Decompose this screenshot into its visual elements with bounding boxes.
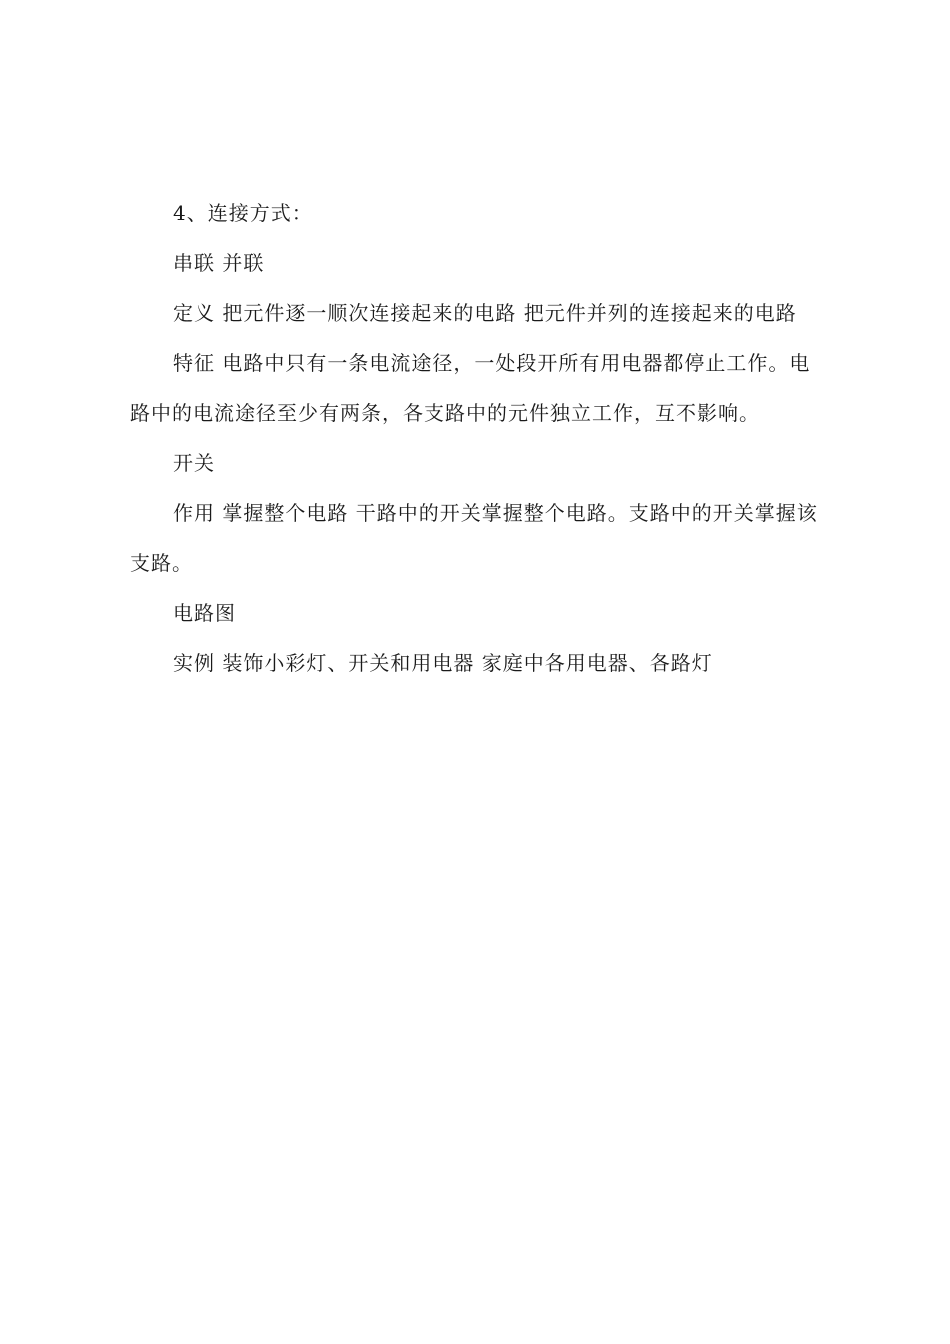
function-row: 作用 掌握整个电路 干路中的开关掌握整个电路。支路中的开关掌握该支路。	[130, 501, 818, 575]
connection-heading: 4、连接方式：	[173, 201, 313, 225]
document-body	[130, 188, 830, 688]
example-row: 实例 装饰小彩灯、开关和用电器 家庭中各用电器、各路灯	[173, 651, 713, 675]
feature-row: 特征 电路中只有一条电流途径，一处段开所有用电器都停止工作。电路中的电流途径至少有两条，各支路中的元件独立工作，互不影响。	[130, 351, 811, 425]
switch-heading: 开关	[173, 451, 215, 475]
series-parallel-header: 串联 并联	[173, 251, 265, 275]
definition-row: 定义 把元件逐一顺次连接起来的电路 把元件并列的连接起来的电路	[173, 301, 797, 325]
circuit-diagram-heading: 电路图	[173, 601, 236, 625]
